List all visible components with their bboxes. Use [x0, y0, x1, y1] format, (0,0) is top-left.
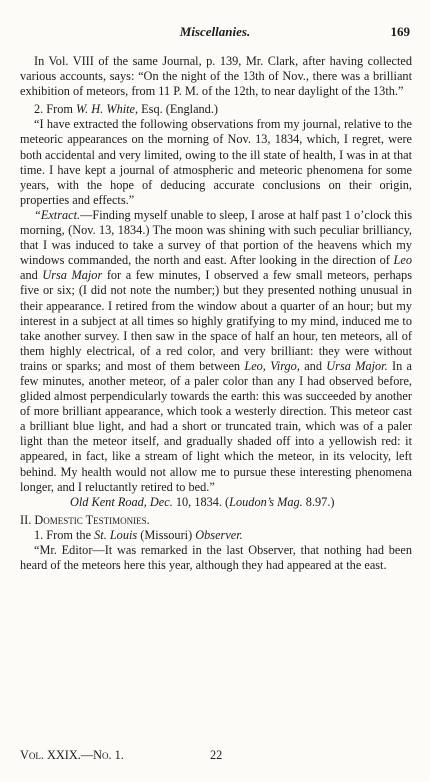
page-number: 169 — [390, 24, 410, 39]
newspaper-name: Observer. — [195, 527, 243, 542]
constellations-leo-virgo: Leo, Virgo, — [244, 358, 300, 373]
section-numeral: II. — [20, 512, 35, 527]
section-title: Domestic Testimonies. — [34, 512, 150, 527]
running-title: Miscellanies. — [179, 24, 251, 39]
constellation-leo: Leo — [393, 253, 412, 268]
signoff-line: Old Kent Road, Dec. 10, 1834. (Loudon’s Mag. 8.97.) — [70, 494, 335, 509]
signoff-source: Loudon’s Mag. — [229, 494, 303, 509]
constellation-ursa-major-2: Ursa Major. — [326, 358, 388, 373]
volume-line: Vol. XXIX.—No. 1. — [20, 748, 124, 762]
paragraph-clark: In Vol. VIII of the same Journal, p. 139, Mr. Clark, after having collected various accounts, says: “On the night of the 13th of Nov., there was a brilliant exhibition of meteors, from 11 P. M. of the 12th, to near daylight of the 13th.” — [20, 54, 412, 99]
item-heading-observer: 1. From the St. Louis (Missouri) Observer. — [34, 527, 243, 542]
author-name: W. H. White — [76, 102, 136, 117]
item-number: 2. From — [34, 102, 77, 117]
author-suffix: , Esq. (England.) — [135, 102, 219, 117]
extract-lead: “Extract. — [34, 207, 81, 222]
section-heading — [20, 513, 412, 528]
page-footer — [20, 748, 412, 766]
item-heading-white — [20, 102, 412, 117]
city-name: St. Louis — [94, 527, 138, 542]
page-header — [0, 24, 430, 42]
constellation-ursa-major: Ursa Major — [42, 268, 103, 283]
paragraph-extract: “Extract.—Finding myself unable to sleep, I arose at half past 1 o’clock this morning, (Nov. 13, 1834.) The moon was shining with such peculiar brilliancy, that I was induced to take a survey of that portion of the heavens which my windows commanded, the north and east. After looking in the direction of Leo and Ursa Major for a few minutes, I observed a few small meteors, perhaps five or six; (I did not note the number;) but they presented nothing unusual in their appearance. I retired from the window about a quarter of an hour; but my interest in a subject at all times so highly gratifying to my mind, induced me to take another survey. I then saw in the space of half an hour, ten meteors, all of them highly electrical, of a red color, and very brilliant: they were without trains or sparks; and most of them between Leo, Virgo, and Ursa Major. In a few minutes, another meteor, of a paler color than any I had observed before, glided almost perpendicularly towards the earth: this was succeeded by another of more brilliant appearance, which took a westerly direction. This meteor cast a brilliant blue light, and had a short or truncated train, which was of a paler light than the meteor itself, and gradually shaded off into a yellowish red: it appeared, in fact, like a stream of light which the meteor, in its velocity, left behind. My health would not allow me to pursue these interesting phenomena longer, and I reluctantly retired to bed.” — [20, 207, 412, 494]
article-body — [20, 54, 412, 573]
signoff-place: Old Kent Road, Dec. — [70, 494, 173, 509]
paragraph-observer: “Mr. Editor—It was remarked in the last Observer, that nothing had been heard of the meteors here this year, although they had appeared at the east. — [20, 543, 412, 573]
paragraph-white-intro: “I have extracted the following observations from my journal, relative to the meteoric appearances on the morning of Nov. 13, 1834, which, I regret, were both accidental and very limited, owing to the ill state of health, I was in at that time. I have kept a journal of atmospheric and meteoric phenomena for some years, with the hope of deducing accurate conclusions on their origin, properties and effects.” — [20, 117, 412, 207]
signature-mark: 22 — [210, 748, 223, 762]
